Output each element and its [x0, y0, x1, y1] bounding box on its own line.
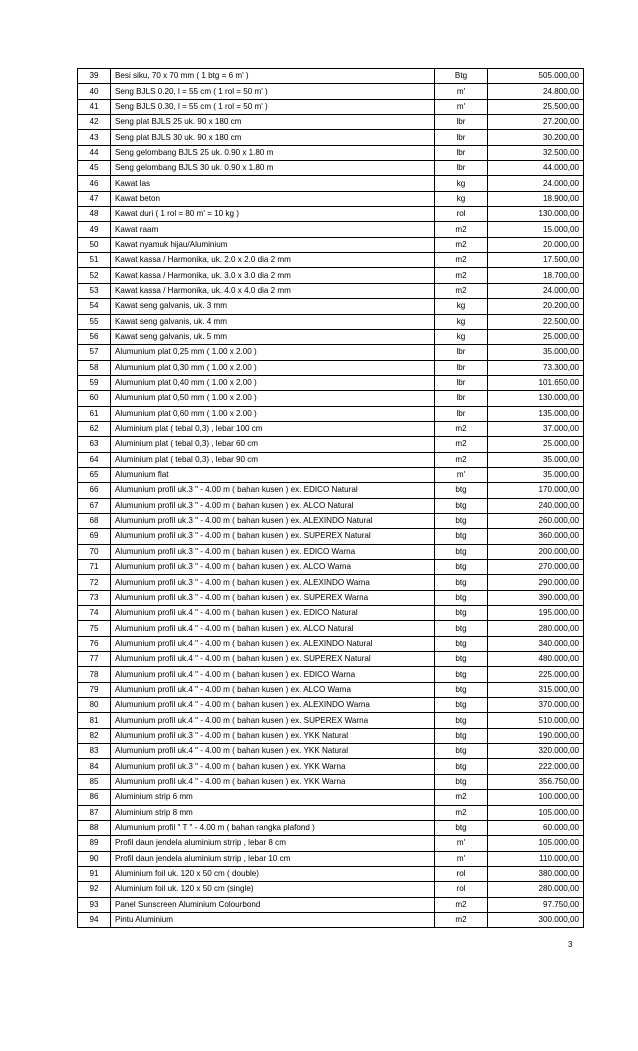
item-unit: lbr — [435, 115, 488, 130]
item-unit: btg — [435, 820, 488, 835]
table-row — [78, 790, 584, 805]
item-unit: btg — [435, 698, 488, 713]
table-row — [78, 467, 584, 482]
item-description: Aluminium foil uk. 120 x 50 cm (single) — [111, 882, 435, 897]
item-unit: m2 — [435, 897, 488, 912]
item-description: Seng gelombang BJLS 25 uk. 0.90 x 1.80 m — [111, 145, 435, 160]
item-unit: m2 — [435, 253, 488, 268]
row-number: 89 — [78, 836, 111, 851]
item-unit: btg — [435, 513, 488, 528]
item-description: Kawat kassa / Harmonika, uk. 4.0 x 4.0 dia 2 mm — [111, 283, 435, 298]
table-row — [78, 375, 584, 390]
row-number: 84 — [78, 759, 111, 774]
table-row — [78, 498, 584, 513]
page-number: 3 — [568, 940, 573, 949]
item-description: Alumunium profil uk.3 " - 4.00 m ( bahan kusen ) ex. ALCO Warna — [111, 560, 435, 575]
row-number: 63 — [78, 437, 111, 452]
item-unit: lbr — [435, 406, 488, 421]
item-description: Seng BJLS 0.30, l = 55 cm ( 1 rol = 50 m' ) — [111, 99, 435, 114]
item-price: 280.000,00 — [488, 882, 584, 897]
item-price: 24.000,00 — [488, 176, 584, 191]
item-unit: m' — [435, 836, 488, 851]
table-row — [78, 99, 584, 114]
item-unit: Btg — [435, 69, 488, 84]
item-price: 20.000,00 — [488, 237, 584, 252]
item-unit: m' — [435, 467, 488, 482]
row-number: 82 — [78, 728, 111, 743]
row-number: 58 — [78, 360, 111, 375]
item-unit: btg — [435, 575, 488, 590]
item-price: 225.000,00 — [488, 667, 584, 682]
row-number: 73 — [78, 590, 111, 605]
item-unit: btg — [435, 728, 488, 743]
row-number: 72 — [78, 575, 111, 590]
item-unit: btg — [435, 606, 488, 621]
row-number: 90 — [78, 851, 111, 866]
item-description: Aluminium plat ( tebal 0,3) , lebar 90 cm — [111, 452, 435, 467]
item-unit: m2 — [435, 237, 488, 252]
table-row — [78, 636, 584, 651]
row-number: 71 — [78, 560, 111, 575]
row-number: 52 — [78, 268, 111, 283]
item-price: 105.000,00 — [488, 805, 584, 820]
item-description: Alumunium profil uk.3 " - 4.00 m ( bahan kusen ) ex. SUPEREX Natural — [111, 529, 435, 544]
table-row — [78, 283, 584, 298]
item-price: 360.000,00 — [488, 529, 584, 544]
item-unit: btg — [435, 483, 488, 498]
item-price: 30.200,00 — [488, 130, 584, 145]
row-number: 86 — [78, 790, 111, 805]
table-row — [78, 590, 584, 605]
row-number: 69 — [78, 529, 111, 544]
item-description: Alumunium profil uk.4 " - 4.00 m ( bahan kusen ) ex. EDICO Warna — [111, 667, 435, 682]
table-row — [78, 253, 584, 268]
item-unit: btg — [435, 529, 488, 544]
item-price: 22.500,00 — [488, 314, 584, 329]
row-number: 83 — [78, 744, 111, 759]
item-unit: m2 — [435, 283, 488, 298]
item-price: 390.000,00 — [488, 590, 584, 605]
row-number: 60 — [78, 391, 111, 406]
item-description: Alumunium profil uk.3 " - 4.00 m ( bahan kusen ) ex. EDICO Warna — [111, 544, 435, 559]
item-price: 280.000,00 — [488, 621, 584, 636]
item-price: 24.000,00 — [488, 283, 584, 298]
item-description: Kawat seng galvanis, uk. 3 mm — [111, 299, 435, 314]
row-number: 94 — [78, 912, 111, 927]
row-number: 43 — [78, 130, 111, 145]
item-description: Alumunium profil uk.3 " - 4.00 m ( bahan kusen ) ex. ALCO Natural — [111, 498, 435, 513]
item-unit: rol — [435, 207, 488, 222]
table-row — [78, 866, 584, 881]
item-price: 510.000,00 — [488, 713, 584, 728]
item-description: Seng gelombang BJLS 30 uk. 0.90 x 1.80 m — [111, 161, 435, 176]
item-description: Kawat duri ( 1 rol = 80 m' = 10 kg ) — [111, 207, 435, 222]
row-number: 78 — [78, 667, 111, 682]
item-price: 32.500,00 — [488, 145, 584, 160]
item-description: Alumunium profil uk.3 " - 4.00 m ( bahan kusen ) ex. SUPEREX Warna — [111, 590, 435, 605]
item-unit: btg — [435, 774, 488, 789]
row-number: 85 — [78, 774, 111, 789]
table-row — [78, 682, 584, 697]
item-description: Alumunium profil uk.3 " - 4.00 m ( bahan kusen ) ex. EDICO Natural — [111, 483, 435, 498]
table-row — [78, 161, 584, 176]
item-price: 15.000,00 — [488, 222, 584, 237]
row-number: 59 — [78, 375, 111, 390]
table-row — [78, 69, 584, 84]
table-row — [78, 345, 584, 360]
item-description: Alumunium plat 0,50 mm ( 1.00 x 2.00 ) — [111, 391, 435, 406]
row-number: 93 — [78, 897, 111, 912]
item-unit: m2 — [435, 421, 488, 436]
item-price: 270.000,00 — [488, 560, 584, 575]
table-row — [78, 529, 584, 544]
item-description: Alumunium profil uk.4 " - 4.00 m ( bahan kusen ) ex. EDICO Natural — [111, 606, 435, 621]
item-unit: rol — [435, 882, 488, 897]
item-description: Aluminium strip 6 mm — [111, 790, 435, 805]
item-description: Kawat raam — [111, 222, 435, 237]
item-price: 315.000,00 — [488, 682, 584, 697]
item-description: Alumunium plat 0,40 mm ( 1.00 x 2.00 ) — [111, 375, 435, 390]
item-description: Seng plat BJLS 30 uk. 90 x 180 cm — [111, 130, 435, 145]
item-unit: m2 — [435, 912, 488, 927]
item-unit: btg — [435, 759, 488, 774]
item-unit: m2 — [435, 222, 488, 237]
row-number: 57 — [78, 345, 111, 360]
item-unit: btg — [435, 667, 488, 682]
item-price: 110.000,00 — [488, 851, 584, 866]
item-unit: btg — [435, 682, 488, 697]
row-number: 67 — [78, 498, 111, 513]
item-price: 18.900,00 — [488, 191, 584, 206]
item-description: Alumunium profil uk.4 " - 4.00 m ( bahan kusen ) ex. ALEXINDO Natural — [111, 636, 435, 651]
item-description: Kawat kassa / Harmonika, uk. 2.0 x 2.0 dia 2 mm — [111, 253, 435, 268]
item-price: 190.000,00 — [488, 728, 584, 743]
table-row — [78, 851, 584, 866]
row-number: 54 — [78, 299, 111, 314]
table-row — [78, 713, 584, 728]
item-unit: btg — [435, 590, 488, 605]
item-price: 170.000,00 — [488, 483, 584, 498]
item-unit: btg — [435, 713, 488, 728]
table-row — [78, 406, 584, 421]
table-row — [78, 483, 584, 498]
item-description: Profil daun jendela aluminium strrip , lebar 8 cm — [111, 836, 435, 851]
item-price: 35.000,00 — [488, 467, 584, 482]
price-table-body — [78, 69, 584, 928]
table-row — [78, 652, 584, 667]
item-description: Kawat seng galvanis, uk. 4 mm — [111, 314, 435, 329]
row-number: 87 — [78, 805, 111, 820]
row-number: 79 — [78, 682, 111, 697]
item-price: 44.000,00 — [488, 161, 584, 176]
row-number: 68 — [78, 513, 111, 528]
item-description: Seng plat BJLS 25 uk. 90 x 180 cm — [111, 115, 435, 130]
item-unit: btg — [435, 621, 488, 636]
table-row — [78, 237, 584, 252]
row-number: 77 — [78, 652, 111, 667]
item-description: Alumunium profil uk.3 " - 4.00 m ( bahan kusen ) ex. YKK Warna — [111, 759, 435, 774]
table-row — [78, 882, 584, 897]
item-description: Alumunium profil uk.4 " - 4.00 m ( bahan kusen ) ex. ALEXINDO Warna — [111, 698, 435, 713]
table-row — [78, 606, 584, 621]
item-price: 480.000,00 — [488, 652, 584, 667]
row-number: 74 — [78, 606, 111, 621]
item-unit: kg — [435, 299, 488, 314]
table-row — [78, 360, 584, 375]
table-row — [78, 621, 584, 636]
item-unit: lbr — [435, 375, 488, 390]
item-description: Alumunium profil uk.4 " - 4.00 m ( bahan kusen ) ex. ALCO Natural — [111, 621, 435, 636]
item-price: 130.000,00 — [488, 391, 584, 406]
item-unit: lbr — [435, 161, 488, 176]
table-row — [78, 744, 584, 759]
row-number: 49 — [78, 222, 111, 237]
item-price: 505.000,00 — [488, 69, 584, 84]
item-price: 24.800,00 — [488, 84, 584, 99]
item-unit: m' — [435, 84, 488, 99]
item-unit: rol — [435, 866, 488, 881]
table-row — [78, 130, 584, 145]
item-price: 240.000,00 — [488, 498, 584, 513]
row-number: 56 — [78, 329, 111, 344]
row-number: 51 — [78, 253, 111, 268]
item-description: Alumunium profil uk.4 " - 4.00 m ( bahan kusen ) ex. ALCO Warna — [111, 682, 435, 697]
table-row — [78, 728, 584, 743]
item-description: Alumunium profil uk.4 " - 4.00 m ( bahan kusen ) ex. YKK Natural — [111, 744, 435, 759]
table-row — [78, 912, 584, 927]
table-row — [78, 176, 584, 191]
item-unit: lbr — [435, 391, 488, 406]
row-number: 46 — [78, 176, 111, 191]
row-number: 55 — [78, 314, 111, 329]
item-price: 25.500,00 — [488, 99, 584, 114]
table-row — [78, 452, 584, 467]
item-description: Kawat seng galvanis, uk. 5 mm — [111, 329, 435, 344]
item-description: Kawat beton — [111, 191, 435, 206]
item-price: 37.000,00 — [488, 421, 584, 436]
row-number: 76 — [78, 636, 111, 651]
item-unit: kg — [435, 176, 488, 191]
item-unit: btg — [435, 744, 488, 759]
item-unit: lbr — [435, 360, 488, 375]
item-description: Panel Sunscreen Aluminium Colourbond — [111, 897, 435, 912]
item-price: 320.000,00 — [488, 744, 584, 759]
item-description: Alumunium profil uk.4 " - 4.00 m ( bahan kusen ) ex. SUPEREX Warna — [111, 713, 435, 728]
table-row — [78, 667, 584, 682]
item-price: 60.000,00 — [488, 820, 584, 835]
table-row — [78, 774, 584, 789]
table-row — [78, 115, 584, 130]
item-unit: btg — [435, 498, 488, 513]
item-description: Aluminium plat ( tebal 0,3) , lebar 100 cm — [111, 421, 435, 436]
row-number: 47 — [78, 191, 111, 206]
item-price: 27.200,00 — [488, 115, 584, 130]
item-price: 35.000,00 — [488, 452, 584, 467]
item-description: Alumunium plat 0,30 mm ( 1.00 x 2.00 ) — [111, 360, 435, 375]
item-description: Alumunium profil uk.4 " - 4.00 m ( bahan kusen ) ex. SUPEREX Natural — [111, 652, 435, 667]
row-number: 88 — [78, 820, 111, 835]
table-row — [78, 820, 584, 835]
item-description: Alumunium profil uk.4 " - 4.00 m ( bahan kusen ) ex. YKK Warna — [111, 774, 435, 789]
row-number: 81 — [78, 713, 111, 728]
price-table — [77, 68, 584, 928]
table-row — [78, 897, 584, 912]
item-unit: m2 — [435, 437, 488, 452]
item-price: 300.000,00 — [488, 912, 584, 927]
row-number: 91 — [78, 866, 111, 881]
row-number: 92 — [78, 882, 111, 897]
item-price: 222.000,00 — [488, 759, 584, 774]
item-unit: kg — [435, 329, 488, 344]
item-price: 18.700,00 — [488, 268, 584, 283]
table-row — [78, 698, 584, 713]
item-price: 290.000,00 — [488, 575, 584, 590]
item-unit: lbr — [435, 130, 488, 145]
item-description: Aluminium strip 8 mm — [111, 805, 435, 820]
item-description: Alumunium plat 0,60 mm ( 1.00 x 2.00 ) — [111, 406, 435, 421]
table-row — [78, 421, 584, 436]
table-row — [78, 391, 584, 406]
row-number: 65 — [78, 467, 111, 482]
item-unit: kg — [435, 191, 488, 206]
item-description: Aluminium plat ( tebal 0,3) , lebar 60 cm — [111, 437, 435, 452]
item-price: 20.200,00 — [488, 299, 584, 314]
item-price: 370.000,00 — [488, 698, 584, 713]
table-row — [78, 575, 584, 590]
item-unit: btg — [435, 544, 488, 559]
item-description: Kawat las — [111, 176, 435, 191]
item-unit: m2 — [435, 268, 488, 283]
row-number: 61 — [78, 406, 111, 421]
item-unit: m2 — [435, 452, 488, 467]
item-unit: lbr — [435, 145, 488, 160]
table-row — [78, 191, 584, 206]
table-row — [78, 759, 584, 774]
item-price: 35.000,00 — [488, 345, 584, 360]
table-row — [78, 513, 584, 528]
table-row — [78, 836, 584, 851]
row-number: 50 — [78, 237, 111, 252]
item-unit: btg — [435, 636, 488, 651]
item-unit: m' — [435, 99, 488, 114]
item-description: Aluminium foil uk. 120 x 50 cm ( double) — [111, 866, 435, 881]
table-row — [78, 544, 584, 559]
item-price: 130.000,00 — [488, 207, 584, 222]
table-row — [78, 329, 584, 344]
item-description: Alumunium profil " T " - 4.00 m ( bahan rangka plafond ) — [111, 820, 435, 835]
row-number: 80 — [78, 698, 111, 713]
table-row — [78, 145, 584, 160]
row-number: 70 — [78, 544, 111, 559]
item-price: 101.650,00 — [488, 375, 584, 390]
table-row — [78, 314, 584, 329]
row-number: 48 — [78, 207, 111, 222]
row-number: 45 — [78, 161, 111, 176]
item-description: Profil daun jendela aluminium strrip , lebar 10 cm — [111, 851, 435, 866]
row-number: 39 — [78, 69, 111, 84]
table-row — [78, 268, 584, 283]
item-unit: btg — [435, 560, 488, 575]
row-number: 41 — [78, 99, 111, 114]
item-price: 25.000,00 — [488, 329, 584, 344]
item-description: Kawat nyamuk hijau/Aluminium — [111, 237, 435, 252]
table-row — [78, 222, 584, 237]
item-description: Alumunium profil uk.3 " - 4.00 m ( bahan kusen ) ex. ALEXINDO Warna — [111, 575, 435, 590]
table-row — [78, 805, 584, 820]
item-unit: m2 — [435, 805, 488, 820]
item-price: 17.500,00 — [488, 253, 584, 268]
item-unit: m' — [435, 851, 488, 866]
item-price: 356.750,00 — [488, 774, 584, 789]
item-description: Besi siku, 70 x 70 mm ( 1 btg = 6 m' ) — [111, 69, 435, 84]
item-price: 340.000,00 — [488, 636, 584, 651]
item-unit: kg — [435, 314, 488, 329]
item-description: Seng BJLS 0.20, l = 55 cm ( 1 rol = 50 m' ) — [111, 84, 435, 99]
item-price: 260.000,00 — [488, 513, 584, 528]
item-description: Pintu Aluminium — [111, 912, 435, 927]
row-number: 62 — [78, 421, 111, 436]
item-price: 97.750,00 — [488, 897, 584, 912]
item-description: Alumunium flat — [111, 467, 435, 482]
item-price: 135.000,00 — [488, 406, 584, 421]
table-row — [78, 84, 584, 99]
table-row — [78, 207, 584, 222]
item-price: 200.000,00 — [488, 544, 584, 559]
item-unit: lbr — [435, 345, 488, 360]
row-number: 44 — [78, 145, 111, 160]
table-row — [78, 560, 584, 575]
row-number: 66 — [78, 483, 111, 498]
row-number: 53 — [78, 283, 111, 298]
item-price: 105.000,00 — [488, 836, 584, 851]
row-number: 40 — [78, 84, 111, 99]
item-price: 100.000,00 — [488, 790, 584, 805]
row-number: 64 — [78, 452, 111, 467]
row-number: 75 — [78, 621, 111, 636]
item-description: Alumunium profil uk.3 " - 4.00 m ( bahan kusen ) ex. YKK Natural — [111, 728, 435, 743]
item-price: 380.000,00 — [488, 866, 584, 881]
table-row — [78, 299, 584, 314]
item-description: Alumunium plat 0,25 mm ( 1.00 x 2.00 ) — [111, 345, 435, 360]
item-price: 195.000,00 — [488, 606, 584, 621]
item-price: 73.300,00 — [488, 360, 584, 375]
item-description: Alumunium profil uk.3 " - 4.00 m ( bahan kusen ) ex. ALEXINDO Natural — [111, 513, 435, 528]
item-unit: m2 — [435, 790, 488, 805]
table-row — [78, 437, 584, 452]
item-description: Kawat kassa / Harmonika, uk. 3.0 x 3.0 dia 2 mm — [111, 268, 435, 283]
item-unit: btg — [435, 652, 488, 667]
item-price: 25.000,00 — [488, 437, 584, 452]
row-number: 42 — [78, 115, 111, 130]
